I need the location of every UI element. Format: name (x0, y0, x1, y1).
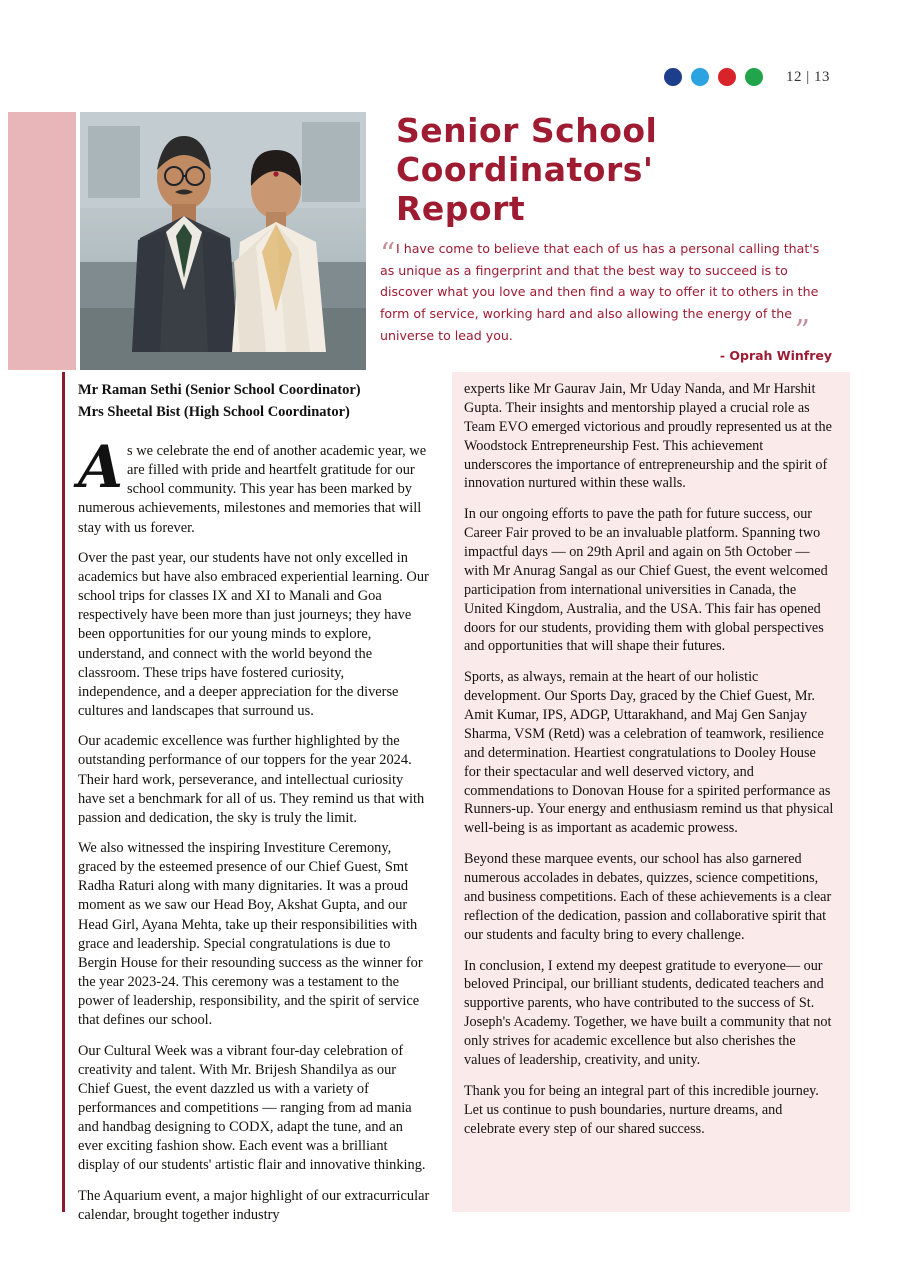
left-paragraph-1-text: s we celebrate the end of another academic year, we are filled with pride and heartfelt gratitude for our school community. This year has been marked by numerous achievements, milestones and memories that will stay with us forever. (78, 443, 427, 536)
right-text-column (464, 380, 834, 1150)
title-line-3: Report (396, 188, 526, 228)
green-dot-icon (745, 68, 763, 86)
left-text-column (78, 433, 430, 1236)
right-paragraph-1: experts like Mr Gaurav Jain, Mr Uday Nanda, and Mr Harshit Gupta. Their insights and mentorship played a crucial role as Team EVO emerged victorious and proudly represented us at the Woodstock Entrepreneurship Fest. This achievement underscores the importance of entrepreneurship and the spirit of innovation nurtured within these walls. (464, 381, 832, 492)
navy-dot-icon (664, 68, 682, 86)
left-paragraph-3: Our academic excellence was further highlighted by the outstanding performance of our toppers for the year 2024. Their hard work, perseverance, and intellectual curiosity have set a benchmark for all of us. They remind us that with passion and dedication, the sky is truly the limit. (78, 733, 425, 826)
pink-decorative-block (8, 112, 76, 370)
byline-high-school-coordinator: Mrs Sheetal Bist (High School Coordinator) (78, 404, 350, 421)
right-paragraph-6: Thank you for being an integral part of this incredible journey. Let us continue to push boundaries, nurture dreams, and celebrate every step of our shared success. (464, 1082, 819, 1137)
page-header (664, 68, 830, 86)
right-paragraph-4: Beyond these marquee events, our school has also garnered numerous accolades in debates, quizzes, science competitions, and business competitions. Each of these achievements is a clear reflection of the dedication, passion and collaborative spirit that our students and faculty bring to every challenge. (464, 851, 832, 943)
page-title (396, 112, 826, 229)
title-line-2: Coordinators' (396, 149, 654, 189)
byline-block (78, 379, 438, 424)
quote-close-icon: ” (794, 314, 810, 350)
right-paragraph-3: Sports, as always, remain at the heart of our holistic development. Our Sports Day, graced by the Chief Guest, Mr. Amit Kumar, IPS, ADGP, Uttarakhand, and Maj Gen Sanjay Sharma, VSM (Retd) was a celebration of teamwork, resilience and determination. Heartiest congratulations to Dooley House for their spectacular and well deserved victory, and commendations to Donovan House for a spirited performance as Runners-up. Your energy and enthusiasm remind us that physical well-being is as important as academic prowess. (464, 669, 834, 837)
photo-illustration (80, 112, 366, 370)
coordinators-photo (80, 112, 366, 370)
drop-cap: A (78, 433, 124, 501)
left-paragraph-6: The Aquarium event, a major highlight of our extracurricular calendar, brought together industry (78, 1187, 430, 1223)
column-divider-rule (62, 372, 65, 1212)
page-number: 12 | 13 (785, 68, 830, 85)
blue-dot-icon (691, 68, 709, 86)
quote-text: I have come to believe that each of us has a personal calling that's as unique as a fingerprint and that the best way to succeed is to discover what you love and then find a way to offer it to others in the form of service, working hard and also allowing the energy of the universe to lead you. (380, 241, 820, 343)
byline-senior-coordinator: Mr Raman Sethi (Senior School Coordinator) (78, 382, 361, 398)
red-dot-icon (718, 68, 736, 86)
quote-attribution: - Oprah Winfrey (719, 348, 832, 364)
title-line-1: Senior School (396, 111, 658, 150)
quote-open-icon: “ (380, 237, 396, 272)
pull-quote (380, 238, 832, 363)
left-paragraph-2: Over the past year, our students have not only excelled in academics but have also embraced experiential learning. Our school trips for classes IX and XI to Manali and Goa respectively have been more than just journeys; they have been opportunities for our young minds to explore, understand, and connect with the world beyond the classroom. These trips have fostered curiosity, independence, and a deeper appreciation for the diverse cultures and landscapes that surround us. (78, 549, 429, 720)
left-paragraph-5: Our Cultural Week was a vibrant four-day celebration of creativity and talent. With Mr. Brijesh Shandilya as our Chief Guest, the event dazzled us with a variety of performances and competitions — ranging from ad mania and handbag designing to CODX, adapt the tune, and an ever exciting fashion show. Each event was a brilliant display of our students' artistic flair and innovative thinking. (78, 1042, 426, 1174)
left-paragraph-1 (78, 433, 430, 538)
right-paragraph-5: In conclusion, I extend my deepest gratitude to everyone— our beloved Principal, our brilliant students, dedicated teachers and supportive parents, who have contributed to the success of St. Joseph's Academy. Together, we have built a community that not only strives for academic excellence but also cherishes the values of leadership, creativity, and unity. (464, 957, 832, 1068)
left-paragraph-4: We also witnessed the inspiring Investiture Ceremony, graced by the esteemed presence of our Chief Guest, Smt Radha Raturi along with many dignitaries. It was a proud moment as we saw our Head Boy, Akshat Gupta, and our Head Girl, Ayana Mehta, take up their responsibilities with grace and leadership. Special congratulations is due to Bergin House for their resounding success as the winner for the year 2023-24. This ceremony was a testament to the power of leadership, responsibility, and the spirit of service that defines our school. (78, 839, 423, 1029)
right-paragraph-2: In our ongoing efforts to pave the path for future success, our Career Fair proved to be an invaluable platform. Spanning two impactful days — on 29th April and again on 5th October — with Mr Anurag Sangal as our Chief Guest, the event welcomed participation from international universities in Canada, the United Kingdom, Australia, and the USA. This fair has opened doors for our students, providing them with global perspectives and opportunities that will shape their futures. (464, 506, 828, 655)
